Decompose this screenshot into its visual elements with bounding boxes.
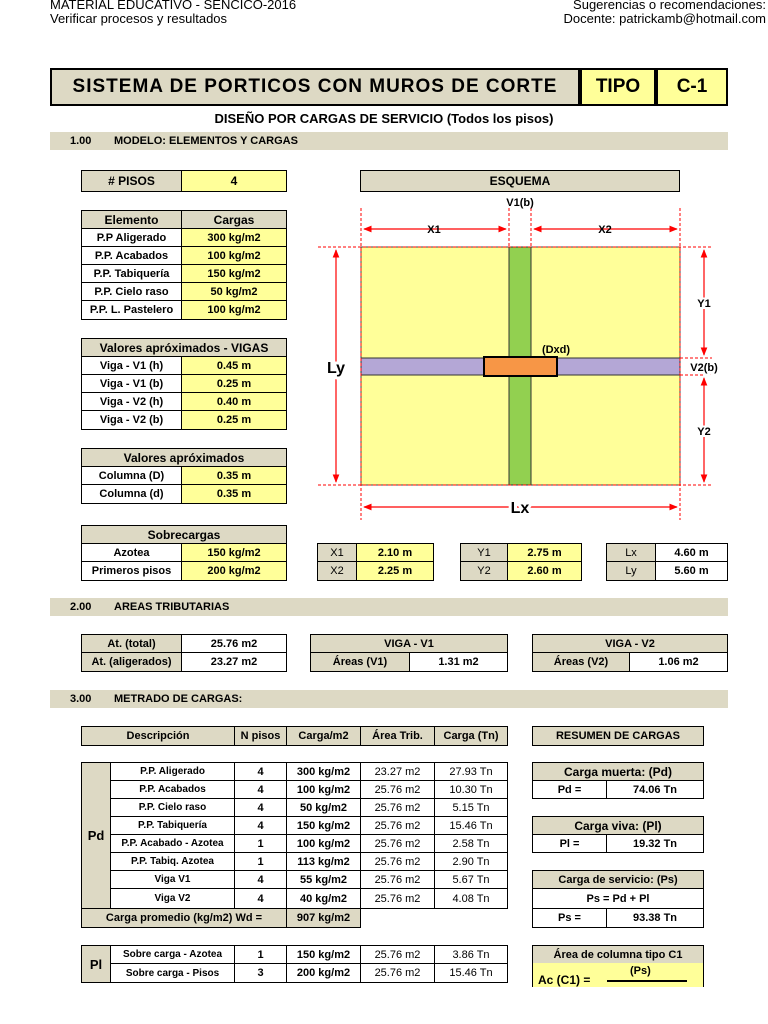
ps-formula: Ps = Pd + Pl [532,888,704,909]
cargas-header-cargas: Cargas [181,210,287,229]
cargas-row-value: 150 kg/m2 [181,264,287,283]
esquema-title: ESQUEMA [360,170,680,192]
dim-value: 2.25 m [356,561,434,581]
tipo-value: C-1 [656,68,728,106]
metrado-col-header: Área Trib. [360,726,435,746]
pd-row-total: 5.67 Tn [434,870,508,889]
dim-label: Y2 [460,561,508,581]
pd-row-desc: P.P. Tabiquería [110,816,235,835]
document-subtitle: DISEÑO POR CARGAS DE SERVICIO (Todos los pisos) [214,111,554,126]
columnas-row-value: 0.35 m [181,466,287,485]
pd-label: Pd = [532,780,607,799]
vigas-row-value: 0.40 m [181,392,287,411]
pd-row-total: 10.30 Tn [434,780,508,799]
label-ly: Ly [326,360,346,377]
label-y1: Y1 [697,298,711,310]
pd-row-carga: 55 kg/m2 [286,870,361,889]
pd-row-desc: P.P. Acabado - Azotea [110,834,235,853]
dim-value: 5.60 m [655,561,728,581]
header-note: Verificar procesos y resultados [50,11,228,26]
cargas-header-elemento: Elemento [81,210,182,229]
pd-row-desc: P.P. Aligerado [110,762,235,781]
cargas-row-value: 50 kg/m2 [181,282,287,301]
pd-row-pisos: 1 [234,852,287,871]
pd-row-total: 5.15 Tn [434,798,508,817]
dim-label: Ly [606,561,656,581]
column-dxd [484,357,557,376]
dim-label: X2 [317,561,357,581]
header-course: MATERIAL EDUCATIVO - SENCICO-2016 [50,0,297,12]
carga-viva-title: Carga viva: (Pl) [532,816,704,835]
pl-row-total: 15.46 Tn [434,963,508,983]
area-columna-title: Área de columna tipo C1 [532,945,704,964]
pd-row-total: 4.08 Tn [434,888,508,909]
area-v2-value: 1.06 m2 [629,652,728,672]
pd-row-area: 25.76 m2 [360,852,435,871]
section-label: METRADO DE CARGAS: [114,693,243,705]
pd-row-desc: P.P. Acabados [110,780,235,799]
pl-row-carga: 200 kg/m2 [286,963,361,983]
area-alig-value: 23.27 m2 [181,652,287,672]
document-title: SISTEMA DE PORTICOS CON MUROS DE CORTE [50,68,580,106]
metrado-col-header: Carga (Tn) [434,726,508,746]
pd-row-carga: 50 kg/m2 [286,798,361,817]
section-number: 3.00 [70,693,92,705]
sobrecargas-row-value: 200 kg/m2 [181,561,287,581]
pd-group-label: Pd [81,762,111,909]
tipo-label: TIPO [580,68,656,106]
area-v1-header: VIGA - V1 [310,634,508,653]
dim-value: 4.60 m [655,543,728,562]
metrado-col-header: Descripción [81,726,235,746]
pd-row-area: 25.76 m2 [360,888,435,909]
pd-row-pisos: 1 [234,834,287,853]
ac-numerator: (Ps) [630,965,651,977]
pl-row-desc: Sobre carga - Pisos [110,963,235,983]
pisos-label: # PISOS [81,170,182,192]
dim-label: Lx [606,543,656,562]
pd-row-desc: Viga V2 [110,888,235,909]
pl-row-area: 25.76 m2 [360,945,435,964]
metrado-col-header: Carga/m2 [286,726,361,746]
area-v1-label: Áreas (V1) [310,652,410,672]
pd-row-carga: 40 kg/m2 [286,888,361,909]
dim-value: 2.75 m [507,543,582,562]
dim-value: 2.60 m [507,561,582,581]
pd-row-total: 2.58 Tn [434,834,508,853]
pd-row-pisos: 4 [234,888,287,909]
pd-row-carga: 100 kg/m2 [286,780,361,799]
header-suggestions: Sugerencias o recomendaciones: [573,0,766,12]
vigas-row-value: 0.45 m [181,356,287,375]
carga-servicio-title: Carga de servicio: (Ps) [532,870,704,889]
pl-value: 19.32 Tn [606,834,704,853]
columnas-row-value: 0.35 m [181,484,287,504]
sobrecargas-row-label: Azotea [81,543,182,562]
area-v1-value: 1.31 m2 [409,652,508,672]
pl-row-pisos: 1 [234,945,287,964]
header-contact: Docente: patrickamb@hotmail.com [563,11,766,26]
cargas-row-value: 100 kg/m2 [181,246,287,265]
columnas-header: Valores apróximados [81,448,287,467]
pd-row-desc: P.P. Cielo raso [110,798,235,817]
section-label: MODELO: ELEMENTOS Y CARGAS [114,135,298,147]
label-v2: V2(b) [690,362,718,374]
pl-row-area: 25.76 m2 [360,963,435,983]
cargas-row-label: P.P. L. Pastelero [81,300,182,320]
dim-label: Y1 [460,543,508,562]
vigas-row-label: Viga - V2 (h) [81,392,182,411]
label-lx: Lx [510,500,530,517]
pd-row-total: 2.90 Tn [434,852,508,871]
label-y2: Y2 [697,426,711,438]
carga-promedio-value: 907 kg/m2 [286,908,361,928]
vigas-row-value: 0.25 m [181,410,287,430]
vigas-row-label: Viga - V1 (h) [81,356,182,375]
pd-row-desc: P.P. Tabiq. Azotea [110,852,235,871]
pd-value: 74.06 Tn [606,780,704,799]
vigas-header: Valores apróximados - VIGAS [81,338,287,357]
pd-row-carga: 300 kg/m2 [286,762,361,781]
pl-row-pisos: 3 [234,963,287,983]
cargas-row-label: P.P. Acabados [81,246,182,265]
pd-row-desc: Viga V1 [110,870,235,889]
section-number: 1.00 [70,135,92,147]
ps-value: 93.38 Tn [606,908,704,928]
vigas-row-label: Viga - V2 (b) [81,410,182,430]
pd-row-pisos: 4 [234,798,287,817]
pd-row-pisos: 4 [234,870,287,889]
cargas-row-label: P.P. Cielo raso [81,282,182,301]
pl-group-label: Pl [81,945,111,983]
section-3-header [50,690,728,708]
vigas-row-label: Viga - V1 (b) [81,374,182,393]
label-v1: V1(b) [506,197,534,209]
pd-row-total: 15.46 Tn [434,816,508,835]
section-number: 2.00 [70,601,92,613]
fraction-bar [607,980,687,982]
pd-row-area: 25.76 m2 [360,780,435,799]
dim-value: 2.10 m [356,543,434,562]
vigas-row-value: 0.25 m [181,374,287,393]
label-dxd: (Dxd) [541,344,571,356]
area-columna-formula [532,963,704,987]
area-total-value: 25.76 m2 [181,634,287,653]
sobrecargas-header: Sobrecargas [81,525,287,544]
section-2-header [50,598,728,616]
pd-row-carga: 113 kg/m2 [286,852,361,871]
cargas-row-value: 100 kg/m2 [181,300,287,320]
pl-label: Pl = [532,834,607,853]
pd-row-area: 25.76 m2 [360,834,435,853]
area-v2-label: Áreas (V2) [532,652,630,672]
carga-promedio-label: Carga promedio (kg/m2) Wd = [81,908,287,928]
area-total-label: At. (total) [81,634,182,653]
pl-row-desc: Sobre carga - Azotea [110,945,235,964]
label-x2: X2 [598,224,612,236]
cargas-row-label: P.P Aligerado [81,228,182,247]
columnas-row-label: Columna (d) [81,484,182,504]
dim-label: X1 [317,543,357,562]
sobrecargas-row-value: 150 kg/m2 [181,543,287,562]
cargas-row-value: 300 kg/m2 [181,228,287,247]
carga-muerta-title: Carga muerta: (Pd) [532,762,704,781]
pl-row-carga: 150 kg/m2 [286,945,361,964]
pd-row-pisos: 4 [234,816,287,835]
pd-row-carga: 100 kg/m2 [286,834,361,853]
pd-row-total: 27.93 Tn [434,762,508,781]
pd-row-area: 23.27 m2 [360,762,435,781]
label-x1: X1 [427,224,441,236]
pd-row-pisos: 4 [234,780,287,799]
metrado-col-header: N pisos [234,726,287,746]
area-v2-header: VIGA - V2 [532,634,728,653]
pd-row-carga: 150 kg/m2 [286,816,361,835]
pd-row-area: 25.76 m2 [360,816,435,835]
ac-label: Ac (C1) = [538,973,591,987]
resumen-title: RESUMEN DE CARGAS [532,726,704,746]
pd-row-area: 25.76 m2 [360,798,435,817]
cargas-row-label: P.P. Tabiquería [81,264,182,283]
sobrecargas-row-label: Primeros pisos [81,561,182,581]
pl-row-total: 3.86 Tn [434,945,508,964]
pd-row-area: 25.76 m2 [360,870,435,889]
columnas-row-label: Columna (D) [81,466,182,485]
pd-row-pisos: 4 [234,762,287,781]
ps-label: Ps = [532,908,607,928]
pisos-value: 4 [181,170,287,192]
section-label: AREAS TRIBUTARIAS [114,601,230,613]
area-alig-label: At. (aligerados) [81,652,182,672]
